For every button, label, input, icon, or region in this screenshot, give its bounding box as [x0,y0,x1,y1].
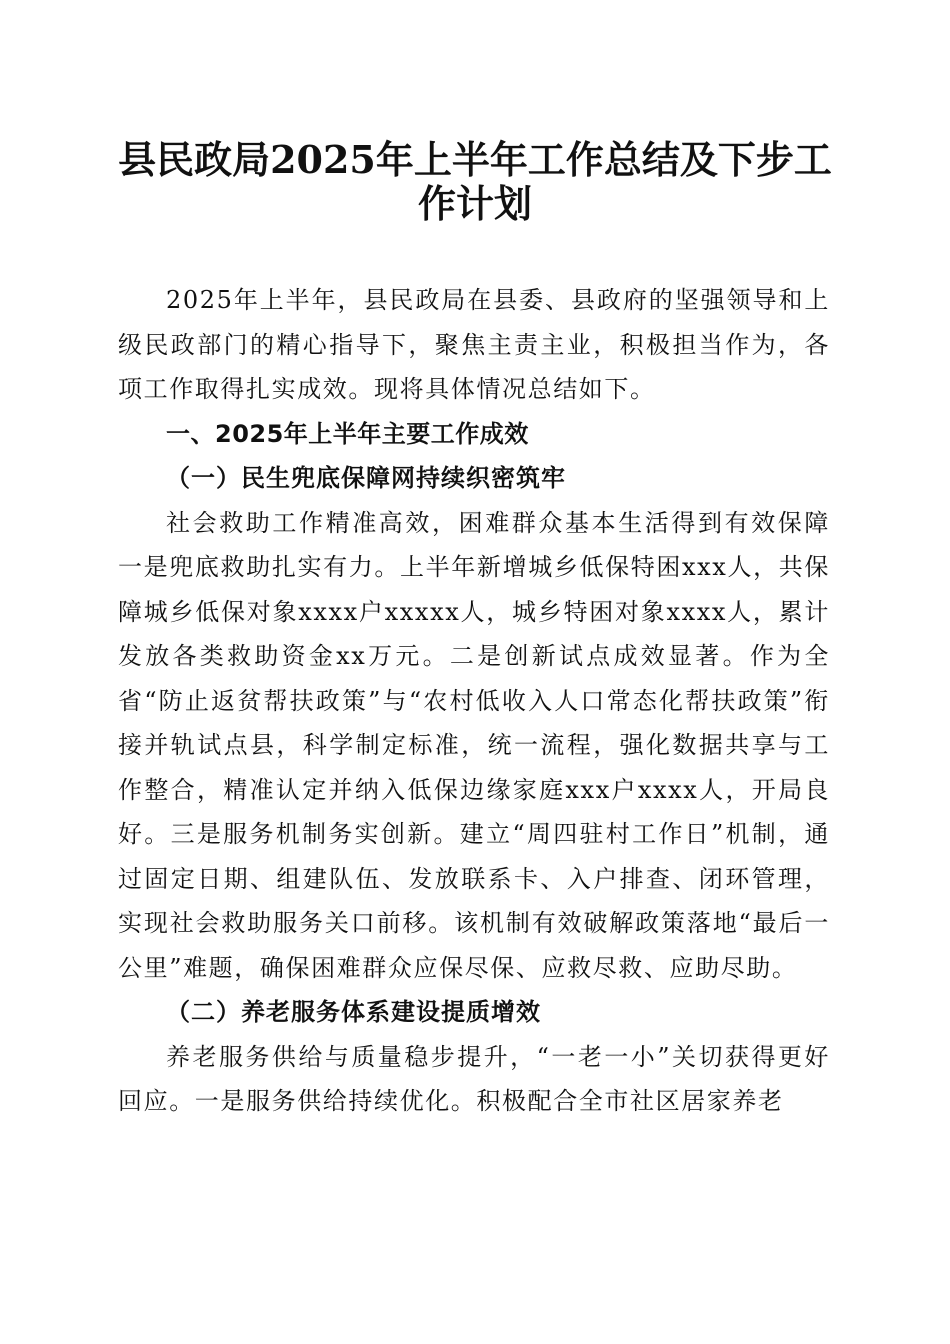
section-heading-achievements: 一、2025年上半年主要工作成效 [166,419,529,448]
intro-paragraph: 2025年上半年，县民政局在县委、县政府的坚强领导和上级民政部门的精心指导下，聚焦主责主业，积极担当作为，各项工作取得扎实成效。现将具体情况总结如下。 [118,286,830,403]
subsection-heading-social-security: （一）民生兜底保障网持续织密筑牢 [166,463,566,492]
subsection-heading-elderly-care: （二）养老服务体系建设提质增效 [166,997,541,1026]
document-body [118,278,830,1124]
document-title: 县民政局2025年上半年工作总结及下步工作计划 [118,137,832,226]
social-assistance-paragraph: 社会救助工作精准高效，困难群众基本生活得到有效保障一是兜底救助扎实有力。上半年新增城乡低保特困xxx人，共保障城乡低保对象xxxx户xxxxx人，城乡特困对象xxxx人，累计发放各类救助资金xx万元。二是创新试点成效显著。作为全省“防止返贫帮扶政策”与“农村低收入人口常态化帮扶政策”衔接并轨试点县，科学制定标准，统一流程，强化数据共享与工作整合，精准认定并纳入低保边缘家庭xxx户xxxx人，开局良好。三是服务机制务实创新。建立“周四驻村工作日”机制，通过固定日期、组建队伍、发放联系卡、入户排查、闭环管理，实现社会救助服务关口前移。该机制有效破解政策落地“最后一公里”难题，确保困难群众应保尽保、应救尽救、应助尽助。 [118,508,830,982]
elderly-care-paragraph: 养老服务供给与质量稳步提升，“一老一小”关切获得更好回应。一是服务供给持续优化。积极配合全市社区居家养老 [118,1042,830,1115]
